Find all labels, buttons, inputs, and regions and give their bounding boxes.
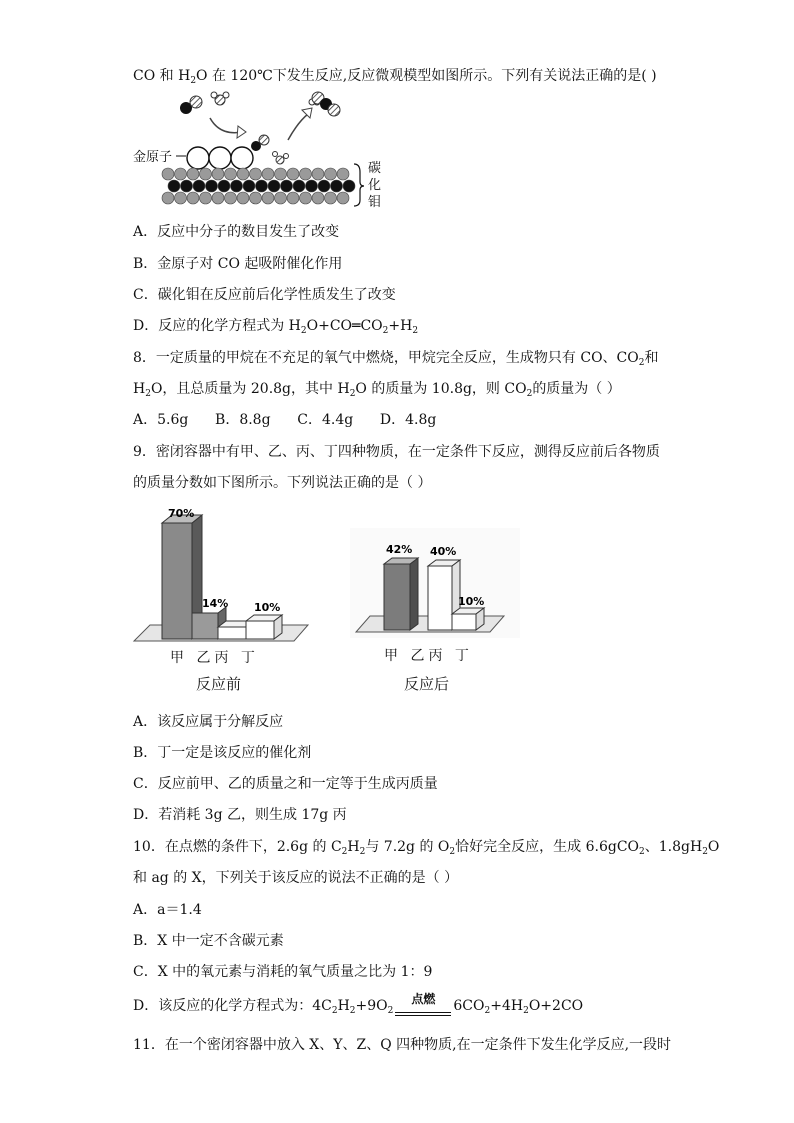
co-molecule-icon [180, 96, 202, 114]
q7-stem: CO 和 $H_2O$ 在 120℃下发生反应,反应微观模型如图所示。下列有关说法正确的是( ) [133, 68, 657, 86]
lattice-atom-icon [281, 180, 293, 192]
caption-after: 反应后 [404, 675, 450, 693]
lattice-atom-icon [237, 168, 249, 180]
q8-stem-line2: $H_2O$，且总质量为 20.8g，其中 $H_2O$ 的质量为 10.8g，则 $CO_2$的质量为（ ） [133, 381, 621, 399]
q11-stem-line1: 11．在一个密闭容器中放入 X、Y、Z、Q 四种物质,在一定条件下发生化学反应,一段时 [133, 1037, 672, 1053]
lattice-atom-icon [206, 180, 218, 192]
caption-before: 反应前 [196, 675, 242, 693]
lattice-atom-icon [300, 168, 312, 180]
lattice-atom-icon [250, 168, 262, 180]
lattice-atom-icon [193, 180, 205, 192]
lattice-atom-icon [168, 180, 180, 192]
lattice-atom-icon [343, 180, 355, 192]
q10-option-d[interactable]: D．该反应的化学方程式为：$4C_2H_2+9O_2$ 点燃 $6CO_2+4H_2O+2CO$ [133, 992, 584, 1016]
lattice-atom-icon [275, 168, 287, 180]
lattice-atom-icon [256, 180, 268, 192]
q8-options[interactable]: A．5.6g B．8.8g C．4.4g D．4.8g [133, 412, 437, 428]
label-before-jia: 70% [168, 507, 195, 520]
lattice-atom-icon [187, 192, 199, 204]
lattice-atom-icon [225, 168, 237, 180]
lattice-atom-icon [212, 168, 224, 180]
lattice-atom-icon [287, 168, 299, 180]
lattice-atom-icon [262, 192, 274, 204]
lattice-atom-icon [175, 168, 187, 180]
lattice-atom-icon [212, 192, 224, 204]
molybdenum-carbide-label: 碳 化 钼 [368, 161, 382, 210]
label-before-ding: 10% [254, 601, 281, 614]
lattice-atom-icon [337, 192, 349, 204]
chart-before-reaction [130, 503, 310, 658]
lattice-atom-icon [162, 192, 174, 204]
q9-stem-line1: 9．密闭容器中有甲、乙、丙、丁四种物质，在一定条件下反应，测得反应前后各物质 [133, 444, 660, 460]
lattice-atom-icon [318, 180, 330, 192]
q10-stem-line2: 和 ag 的 X，下列关于该反应的说法不正确的是（ ） [133, 870, 459, 886]
q9-option-d[interactable]: D．若消耗 3g 乙，则生成 17g 丙 [133, 807, 347, 823]
lattice-atom-icon [337, 168, 349, 180]
lattice-atom-icon [243, 180, 255, 192]
q9-option-c[interactable]: C．反应前甲、乙的质量之和一定等于生成丙质量 [133, 776, 438, 792]
co2-molecule-icon [312, 92, 340, 116]
label-after-jia: 42% [386, 543, 413, 556]
q9-stem-line2: 的质量分数如下图所示。下列说法正确的是（ ） [133, 475, 432, 491]
arrow-out-icon [288, 114, 308, 140]
lattice-atom-icon [306, 180, 318, 192]
lattice-atom-icon [331, 180, 343, 192]
h2o-molecule-icon [211, 92, 229, 105]
q7-option-b[interactable]: B．金原子对 CO 起吸附催化作用 [133, 256, 343, 272]
q8-stem-line1: 8．一定质量的甲烷在不充足的氧气中燃烧，甲烷完全反应，生成物只有 CO、$CO_2$和 [133, 350, 659, 368]
axis-after: 甲 乙丙 丁 [384, 648, 473, 664]
lattice-atom-icon [162, 168, 174, 180]
lattice-atom-icon [225, 192, 237, 204]
q10-option-c[interactable]: C．X 中的氧元素与消耗的氧气质量之比为 1：9 [133, 964, 433, 980]
axis-before: 甲 乙丙 丁 [170, 650, 259, 666]
bar-after-jia [384, 558, 418, 630]
lattice-atom-icon [312, 192, 324, 204]
lattice-atom-icon [187, 168, 199, 180]
label-before-yi: 14% [202, 597, 229, 610]
label-after-bing: 40% [430, 545, 457, 558]
lattice-atom-icon [293, 180, 305, 192]
lattice-atom-icon [268, 180, 280, 192]
bar-before-ding [246, 615, 282, 639]
q9-option-a[interactable]: A．该反应属于分解反应 [133, 714, 284, 730]
q10-stem-line1: 10．在点燃的条件下，2.6g 的 $C_2H_2$与 7.2g 的 $O_2$恰好完全反应，生成 6.6gCO$_2$、$1.8gH_2O$ [133, 839, 720, 857]
q7-option-a[interactable]: A．反应中分子的数目发生了改变 [133, 224, 340, 240]
lattice-atom-icon [325, 168, 337, 180]
reaction-condition: 点燃 [395, 1000, 451, 1012]
q9-option-b[interactable]: B．丁一定是该反应的催化剂 [133, 745, 312, 761]
lattice-atom-icon [275, 192, 287, 204]
gold-atom-label: 金原子 [133, 150, 173, 165]
lattice-atom-icon [237, 192, 249, 204]
q7-option-c[interactable]: C．碳化钼在反应前后化学性质发生了改变 [133, 287, 396, 303]
molybdenum-carbide-lattice-icon [162, 168, 355, 204]
q10-option-b[interactable]: B．X 中一定不含碳元素 [133, 933, 284, 949]
lattice-atom-icon [231, 180, 243, 192]
gold-atoms-icon [187, 147, 253, 169]
lattice-atom-icon [287, 192, 299, 204]
lattice-atom-icon [200, 192, 212, 204]
lattice-atom-icon [312, 168, 324, 180]
bar-after-ding [452, 608, 484, 630]
lattice-atom-icon [300, 192, 312, 204]
lattice-atom-icon [181, 180, 193, 192]
lattice-atom-icon [262, 168, 274, 180]
label-after-ding: 10% [458, 595, 485, 608]
lattice-atom-icon [175, 192, 187, 204]
lattice-atom-icon [250, 192, 262, 204]
lattice-atom-icon [218, 180, 230, 192]
q10-option-a[interactable]: A．a＝1.4 [133, 902, 202, 918]
lattice-atom-icon [200, 168, 212, 180]
lattice-atom-icon [325, 192, 337, 204]
q7-option-d[interactable]: D．反应的化学方程式为 $H_2O+CO═CO_2+H_2$ [133, 318, 419, 336]
